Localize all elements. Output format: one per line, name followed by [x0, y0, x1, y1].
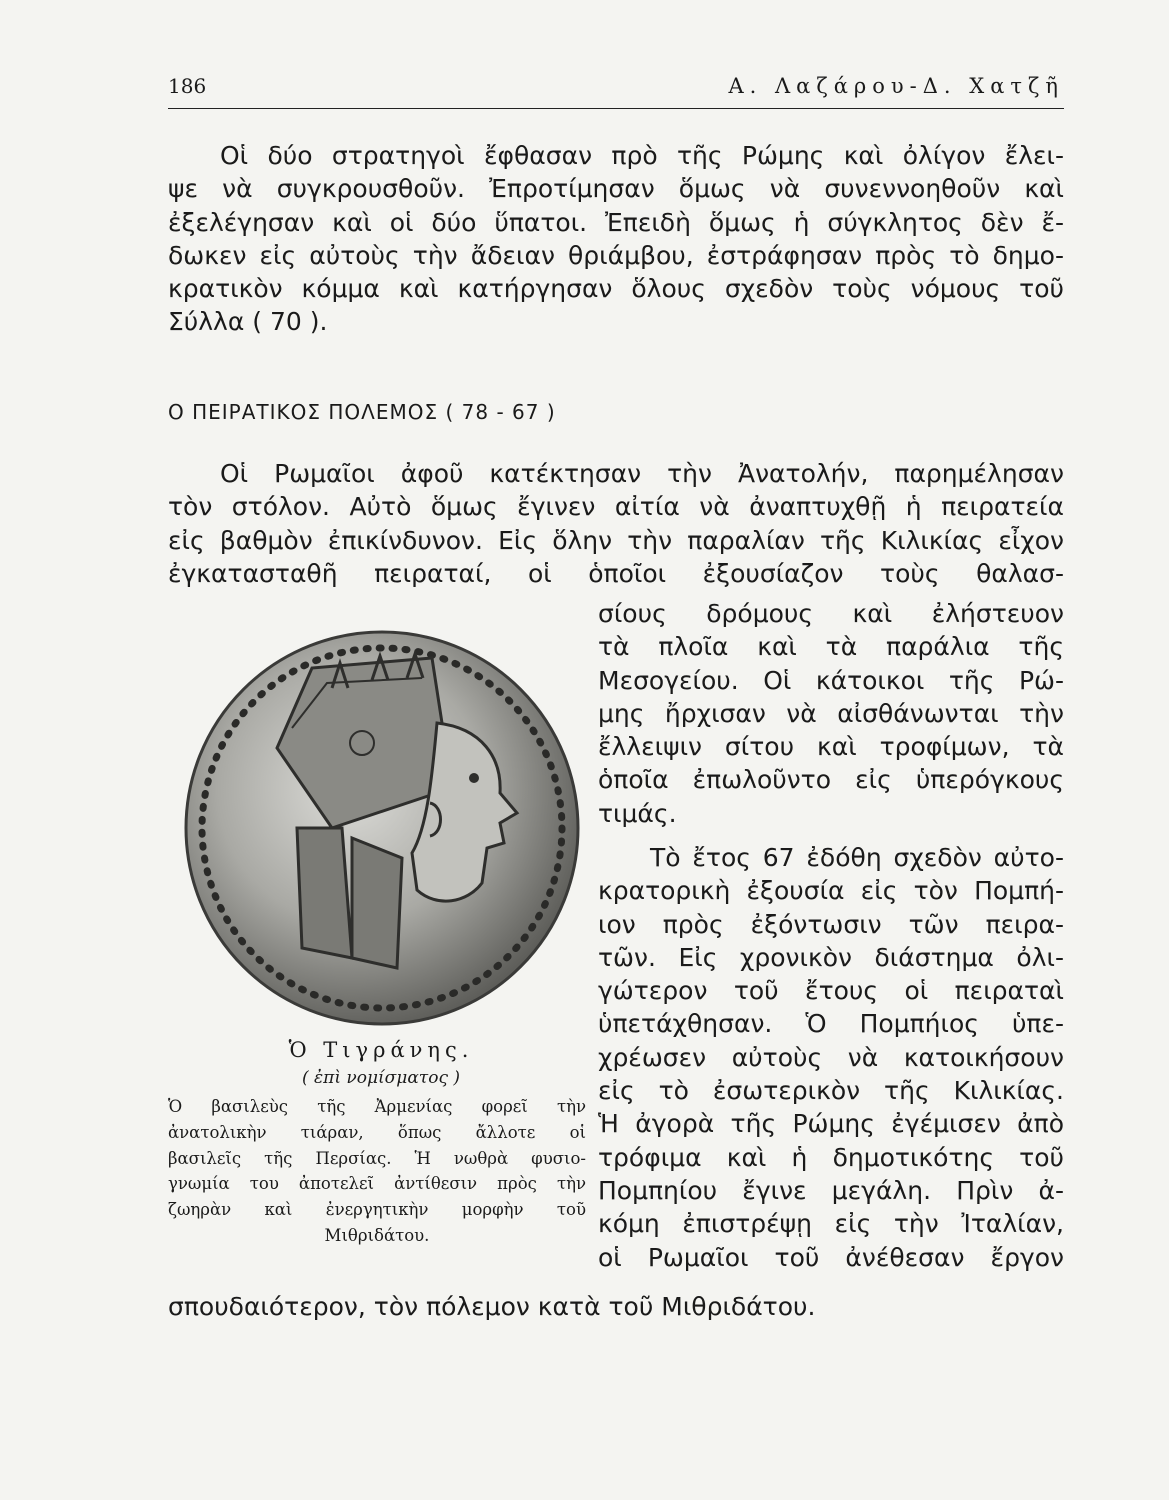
text-line: σπουδαιότερον, τὸν πόλεμον κατὰ τοῦ Μιθριδάτου.	[168, 1292, 816, 1321]
page-header	[168, 74, 1064, 104]
text-line: μης ἤρχισαν νὰ αἰσθάνωνται τὴν	[598, 698, 1064, 728]
text-line: οἱ Ρωμαῖοι τοῦ ἀνέθεσαν ἔργον	[598, 1242, 1064, 1272]
text-line: κρατικὸν κόμμα καὶ κατήργησαν ὅλους σχεδὸν τοὺς νόμους τοῦ	[168, 274, 1064, 304]
text-line: τὰ πλοῖα καὶ τὰ παράλια τῆς	[598, 632, 1064, 662]
figure-caption	[168, 1094, 586, 1249]
text-line: τῶν. Εἰς χρονικὸν διάστημα ὀλι-	[598, 942, 1064, 972]
text-line: γώτερον τοῦ ἔτους οἱ πειραταὶ	[598, 976, 1064, 1006]
text-line: Μεσογείου. Οἱ κάτοικοι τῆς Ρώ-	[598, 665, 1064, 695]
text-line: Οἱ Ρωμαῖοι ἀφοῦ κατέκτησαν τὴν Ἀνατολήν, παρημέλησαν	[220, 459, 1064, 488]
caption-line: γνωμία του ἀποτελεῖ ἀντίθεσιν πρὸς τὴν	[168, 1174, 586, 1194]
caption-line: ἀνατολικὴν τιάραν, ὅπως ἄλλοτε οἱ	[168, 1122, 586, 1142]
text-line: ὑπετάχθησαν. Ὁ Πομπήιος ὑπε-	[598, 1009, 1064, 1039]
figure-caption-title: Ὁ Τιγράνης.	[288, 1038, 474, 1062]
caption-line: βασιλεῖς τῆς Περσίας. Ἡ νωθρὰ φυσιο-	[168, 1148, 586, 1168]
text-line: Οἱ δύο στρατηγοὶ ἔφθασαν πρὸ τῆς Ρώμης καὶ ὀλίγον ἔλει-	[220, 141, 1064, 170]
text-line: εἰς βαθμὸν ἐπικίνδυνον. Εἰς ὅλην τὴν παραλίαν τῆς Κιλικίας εἶχον	[168, 525, 1064, 555]
text-line: Τὸ ἔτος 67 ἐδόθη σχεδὸν αὐτο-	[650, 843, 1064, 872]
text-line: τιμάς.	[598, 798, 677, 828]
paragraph-3-column	[598, 842, 1064, 1275]
text-line: σίους δρόμους καὶ ἐλήστευον	[598, 599, 1064, 628]
figure-caption-subtitle: ( ἐπὶ νομίσματος )	[301, 1068, 460, 1088]
text-line: Πομπηίου ἔγινε μεγάλη. Πρὶν ἀ-	[598, 1175, 1064, 1205]
text-line: δωκεν εἰς αὐτοὺς τὴν ἄδειαν θριάμβου, ἐστράφησαν πρὸς τὸ δημο-	[168, 240, 1064, 270]
paragraph-1	[168, 140, 1064, 340]
header-rule	[168, 108, 1064, 109]
text-line: ιον πρὸς ἐξόντωσιν τῶν πειρα-	[598, 909, 1064, 939]
king-eye	[469, 773, 479, 783]
paragraph-2-column	[598, 598, 1064, 831]
text-line: ἐξελέγησαν καὶ οἱ δύο ὕπατοι. Ἐπειδὴ ὅμως ἡ σύγκλητος δὲν ἔ-	[168, 207, 1064, 237]
page-number: 186	[168, 74, 207, 98]
paragraph-3-end	[168, 1291, 1064, 1324]
text-line: εἰς τὸ ἐσωτερικὸν τῆς Κιλικίας.	[598, 1076, 1064, 1106]
caption-line: Ὁ βασιλεὺς τῆς Ἀρμενίας φορεῖ τὴν	[168, 1097, 586, 1116]
coin-illustration	[182, 628, 582, 1028]
text-line: χρέωσεν αὐτοὺς νὰ κατοικήσουν	[598, 1042, 1064, 1072]
text-line: κόμη ἐπιστρέψῃ εἰς τὴν Ἰταλίαν,	[598, 1209, 1064, 1239]
text-line: ψε νὰ συγκρουσθοῦν. Ἐπροτίμησαν ὅμως νὰ συνεννοηθοῦν καὶ	[168, 174, 1064, 204]
text-line: ὁποῖα ἐπωλοῦντο εἰς ὑπερόγκους	[598, 765, 1064, 795]
text-line: Σύλλα ( 70 ).	[168, 307, 328, 337]
text-line: ἐγκατασταθῆ πειραταί, οἱ ὁποῖοι ἐξουσίαζον τοὺς θαλασ-	[168, 558, 1064, 588]
text-line: Ἡ ἀγορὰ τῆς Ρώμης ἐγέμισεν ἀπὸ	[598, 1109, 1064, 1139]
text-line: τὸν στόλον. Αὐτὸ ὅμως ἔγινεν αἰτία νὰ ἀναπτυχθῇ ἡ πειρατεία	[168, 492, 1064, 522]
text-line: ἔλλειψιν σίτου καὶ τροφίμων, τὰ	[598, 732, 1064, 762]
caption-line: Μιθριδάτου.	[324, 1225, 430, 1245]
paragraph-2	[168, 458, 1064, 591]
section-heading: Ο ΠΕΙΡΑΤΙΚΟΣ ΠΟΛΕΜΟΣ ( 78 - 67 )	[168, 400, 556, 424]
running-head: Α. Λαζάρου-Δ. Χατζῆ	[728, 74, 1064, 98]
text-line: κρατορικὴ ἐξουσία εἰς τὸν Πομπή-	[598, 876, 1064, 906]
text-line: τρόφιμα καὶ ἡ δημοτικότης τοῦ	[598, 1142, 1064, 1172]
caption-line: ζωηρὰν καὶ ἐνεργητικὴν μορφὴν τοῦ	[168, 1200, 586, 1220]
